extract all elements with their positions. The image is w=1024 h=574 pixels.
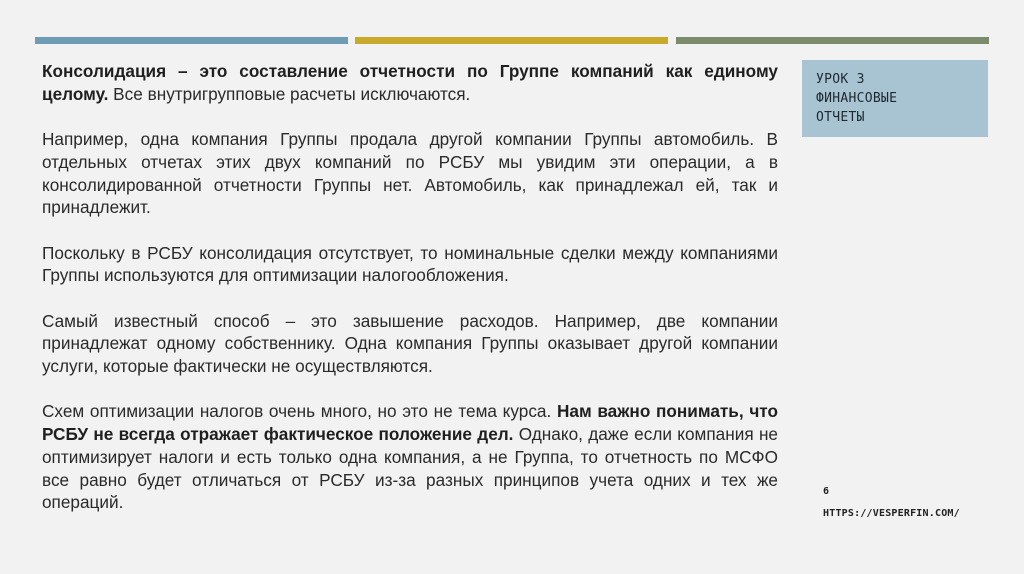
slide-body — [42, 60, 778, 537]
conclusion-text-1: Схем оптимизации налогов очень много, но это не тема курса. — [42, 401, 557, 422]
consolidation-definition: Консолидация – это составление отчетности по Группе компаний как единому целому. — [42, 61, 778, 104]
paragraph-rsbu: Поскольку в РСБУ консолидация отсутствует, то номинальные сделки между компаниями Группы используются для оптимизации налогообложения. — [42, 242, 778, 286]
accent-bar-olive — [676, 37, 989, 44]
lesson-number: УРОК 3 — [816, 72, 865, 87]
accent-bar-gold — [355, 37, 668, 44]
paragraph-example: Например, одна компания Группы продала другой компании Группы автомобиль. В отдельных отчетах этих двух компаний по РСБУ мы увидим эти операции, а в консолидированной отчетности Группы нет. Автомобиль, как принадлежал ей, так и принадлежит. — [42, 129, 778, 218]
conclusion-text-2: Однако, даже если компания не оптимизирует налоги и есть только одна компания, а не Группа, то отчетность по МСФО все равно будет отличаться от РСБУ из-за разных принципов учета одних и тех же операций. — [42, 424, 778, 513]
conclusion-emphasis: Нам важно понимать, что РСБУ не всегда отражает фактическое положение дел. — [42, 401, 778, 445]
lesson-title-line1: ФИНАНСОВЫЕ — [816, 91, 898, 106]
consolidation-note: Все внутригрупповые расчеты исключаются. — [108, 83, 471, 104]
paragraph-consolidation — [42, 60, 778, 105]
site-url[interactable]: HTTPS://VESPERFIN.COM/ — [823, 508, 960, 519]
paragraph-conclusion — [42, 400, 778, 514]
page-number: 6 — [823, 486, 830, 497]
lesson-label-box — [802, 60, 988, 137]
accent-bar-blue — [35, 37, 348, 44]
paragraph-method: Самый известный способ – это завышение расходов. Например, две компании принадлежат одному собственнику. Одна компания Группы оказывает другой компании услуги, которые фактически не осуществляются. — [42, 310, 778, 377]
lesson-title-line2: ОТЧЕТЫ — [816, 110, 865, 125]
